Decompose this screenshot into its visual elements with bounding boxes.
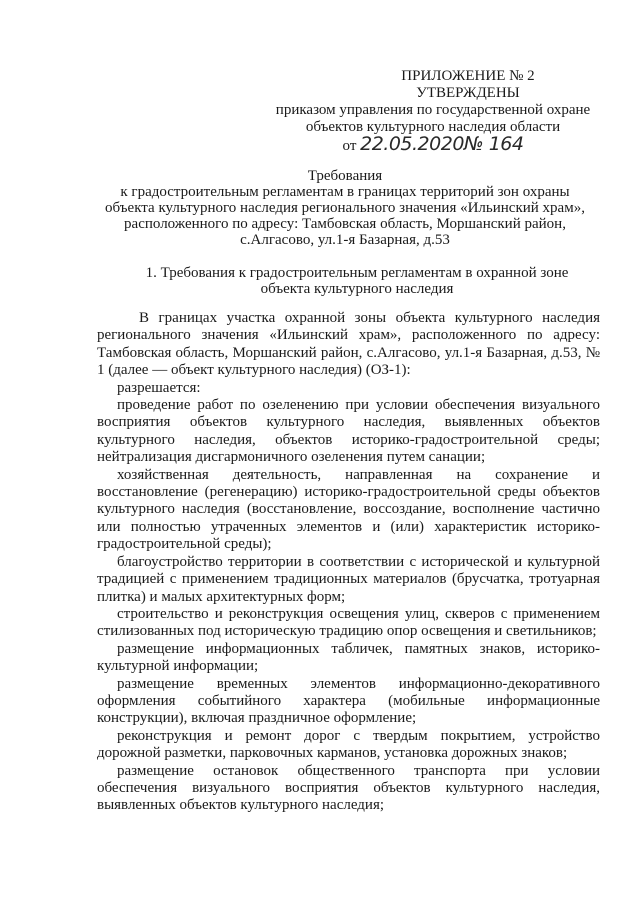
requirements-line-2: объекта культурного наследия регионального значения «Ильинский храм»,: [105, 200, 585, 216]
paragraph: хозяйственная деятельность, направленная на сохранение и восстановление (регенерацию) историко-градостроительной среды объектов культурного наследия (восстановление, воссоздание, восполнение частично или полностью утраченных элементов и (или) характеристик историко-градостроительной среды);: [97, 466, 600, 553]
order-date-line: [268, 133, 598, 155]
paragraph: реконструкция и ремонт дорог с твердым покрытием, устройство дорожной разметки, парковочных карманов, установка дорожных знаков;: [97, 727, 600, 762]
paragraph: размещение временных элементов информационно-декоративного оформления событийного характера (мобильные информационные конструкции), включая праздничное оформление;: [97, 675, 600, 727]
paragraph: размещение остановок общественного транспорта при условии обеспечения визуального восприятия объектов культурного наследия, выявленных объектов культурного наследия;: [97, 762, 600, 814]
section-heading-line-2: объекта культурного наследия: [260, 281, 454, 297]
paragraph: В границах участка охранной зоны объекта культурного наследия регионального значения «Ильинский храм», расположенного по адресу: Тамбовская область, Моршанский район, с.Алгасово, ул.1-я Базарная, д.53, № 1 (далее — объект культурного наследия) (ОЗ-1):: [97, 310, 600, 379]
requirements-title-block: [90, 168, 600, 248]
requirements-line-1: к градостроительным регламентам в границах территорий зон охраны: [120, 184, 570, 200]
requirements-title: Требования: [307, 168, 383, 184]
order-line-2: объектов культурного наследия области: [305, 119, 561, 135]
approval-header: [268, 68, 598, 155]
paragraph: строительство и реконструкция освещения улиц, скверов с применением стилизованных под историческую традицию опор освещения и светильников;: [97, 605, 600, 640]
paragraph: разрешается:: [117, 379, 201, 396]
section-heading: [112, 265, 602, 297]
approved-label: УТВЕРЖДЕНЫ: [416, 85, 520, 101]
paragraph: размещение информационных табличек, памятных знаков, историко-культурной информации;: [97, 640, 600, 675]
section-heading-line-1: 1. Требования к градостроительным регламентам в охранной зоне: [145, 265, 569, 281]
handwritten-date: 22.05.2020№ 164: [360, 133, 524, 155]
order-line-1: приказом управления по государственной охране: [275, 102, 591, 118]
requirements-line-3: расположенного по адресу: Тамбовская область, Моршанский район,: [124, 216, 566, 232]
paragraph: проведение работ по озеленению при условии обеспечения визуального восприятия объектов культурного наследия, выявленных объектов культурного наследия, объектов историко-градостроительной среды; нейтрализация дисгармоничного озеленения путем санации;: [97, 397, 600, 466]
paragraph: благоустройство территории в соответствии с исторической и культурной традицией с применением традиционных материалов (брусчатка, тротуарная плитка) и малых архитектурных форм;: [97, 553, 600, 605]
body-text: [97, 310, 600, 815]
appendix-number: ПРИЛОЖЕНИЕ № 2: [401, 68, 535, 84]
requirements-line-4: с.Алгасово, ул.1-я Базарная, д.53: [240, 232, 450, 248]
date-prefix: от: [342, 138, 357, 154]
